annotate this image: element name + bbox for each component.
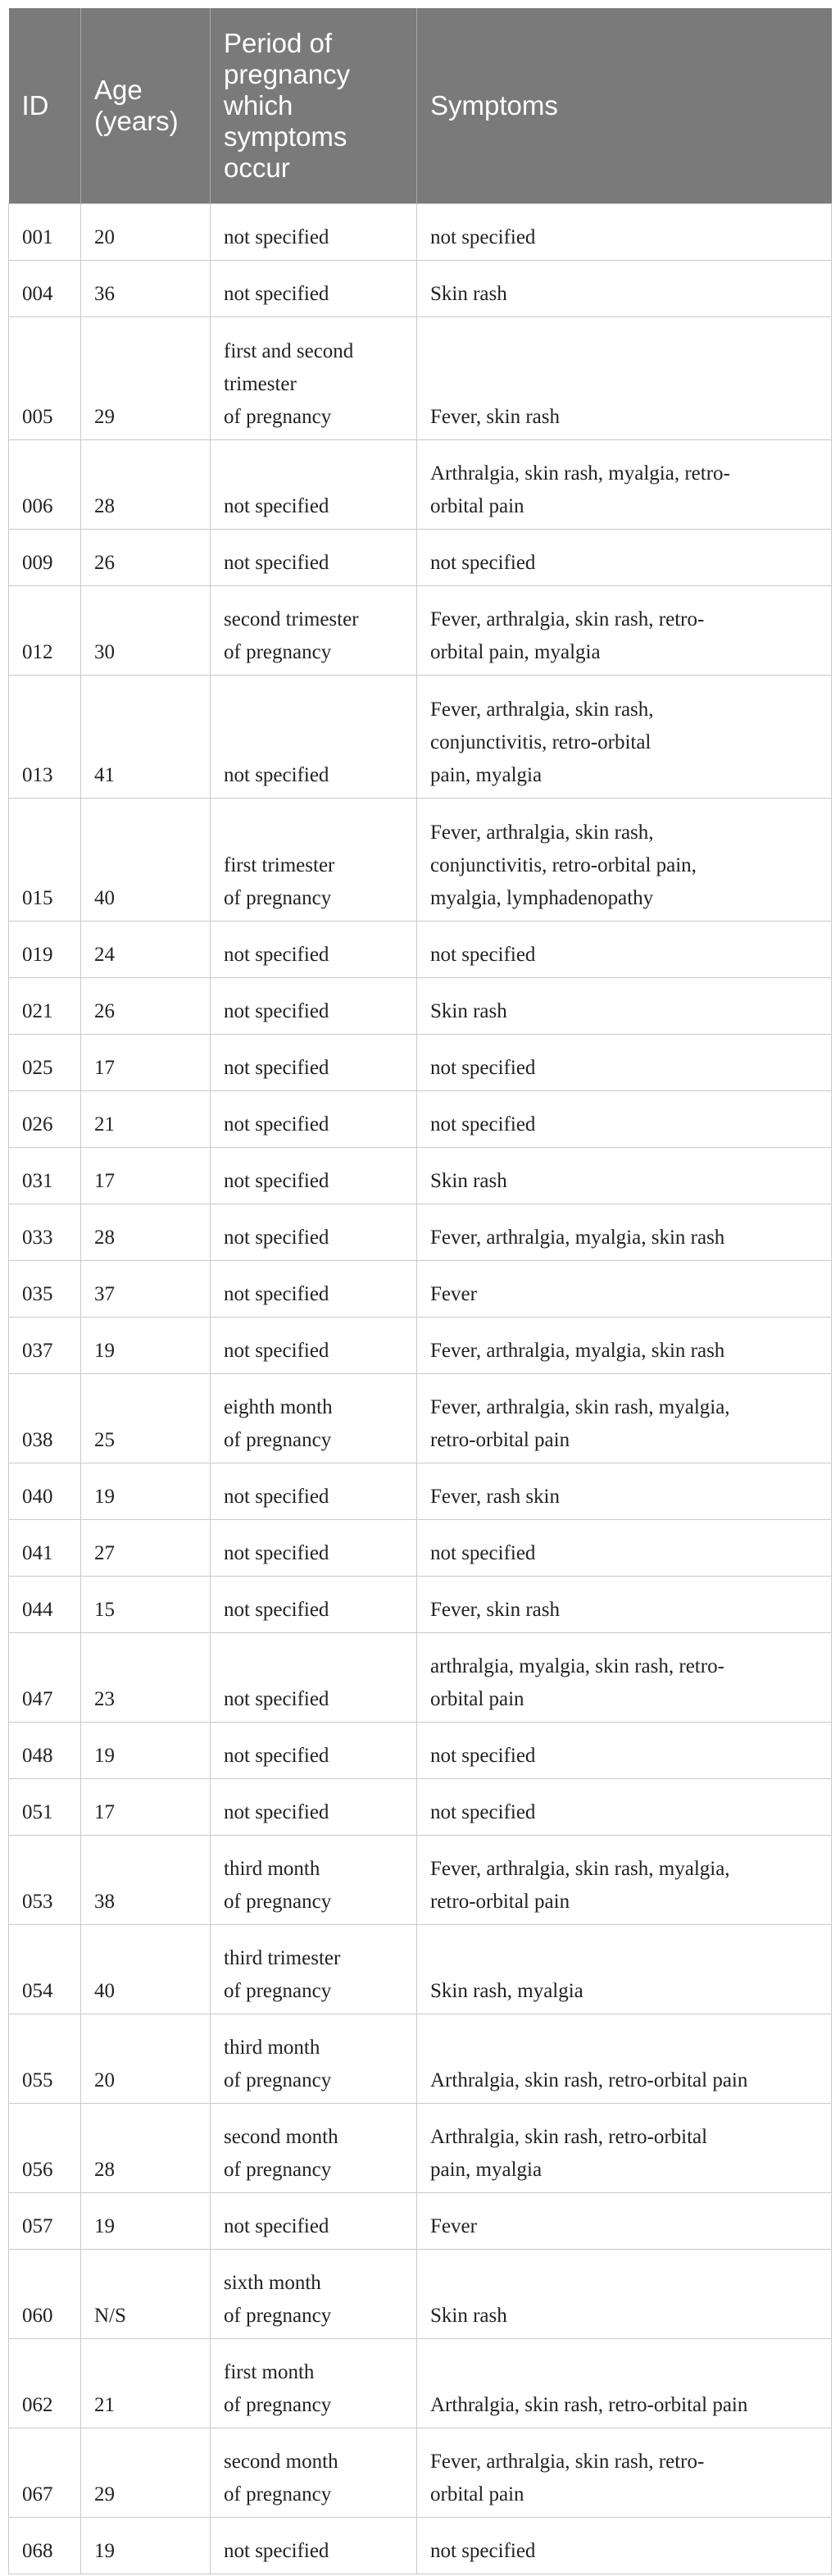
table-header — [9, 8, 832, 204]
cell-age: 26 — [81, 530, 211, 586]
cell-age: 27 — [81, 1520, 211, 1577]
cell-period: not specified — [211, 1633, 417, 1723]
cell-symptoms: Fever, arthralgia, skin rash, retro- orbital pain, myalgia — [417, 586, 832, 676]
cell-id: 044 — [9, 1577, 81, 1633]
table-row — [9, 1633, 832, 1723]
table-row — [9, 1148, 832, 1204]
cell-id: 040 — [9, 1463, 81, 1520]
table-container — [8, 8, 831, 2574]
cell-age: 24 — [81, 922, 211, 978]
cell-id: 056 — [9, 2104, 81, 2193]
cell-id: 062 — [9, 2339, 81, 2428]
cell-period: not specified — [211, 978, 417, 1035]
cell-period: not specified — [211, 922, 417, 978]
cell-symptoms: Fever, arthralgia, skin rash, myalgia, retro-orbital pain — [417, 1836, 832, 1925]
table-row — [9, 261, 832, 317]
cell-id: 012 — [9, 586, 81, 676]
cell-id: 048 — [9, 1723, 81, 1779]
cell-id: 005 — [9, 317, 81, 440]
cell-age: 20 — [81, 2014, 211, 2104]
cell-period: not specified — [211, 1204, 417, 1261]
cell-symptoms: not specified — [417, 922, 832, 978]
cell-period: not specified — [211, 1091, 417, 1148]
table-row — [9, 2104, 832, 2193]
cell-age: 37 — [81, 1261, 211, 1318]
cell-id: 019 — [9, 922, 81, 978]
cell-period: second month of pregnancy — [211, 2428, 417, 2518]
cell-age: 19 — [81, 1318, 211, 1374]
cell-symptoms: Fever, arthralgia, skin rash, retro- orbital pain — [417, 2428, 832, 2518]
cell-symptoms: Fever, arthralgia, skin rash, conjunctivitis, retro-orbital pain, myalgia, lymphadenopathy — [417, 799, 832, 922]
table-row — [9, 2518, 832, 2574]
cell-id: 015 — [9, 799, 81, 922]
table-row — [9, 676, 832, 799]
cell-id: 006 — [9, 440, 81, 530]
table-body — [9, 204, 832, 2574]
cell-period: first month of pregnancy — [211, 2339, 417, 2428]
cell-symptoms: not specified — [417, 204, 832, 261]
table-row — [9, 1035, 832, 1091]
cell-id: 055 — [9, 2014, 81, 2104]
cell-age: 28 — [81, 2104, 211, 2193]
cell-period: not specified — [211, 1520, 417, 1577]
header-row — [9, 8, 832, 204]
cell-symptoms: Skin rash — [417, 1148, 832, 1204]
table-row — [9, 1261, 832, 1318]
cell-age: 17 — [81, 1035, 211, 1091]
cell-period: not specified — [211, 2518, 417, 2574]
table-row — [9, 586, 832, 676]
cell-age: 30 — [81, 586, 211, 676]
cell-id: 001 — [9, 204, 81, 261]
cell-symptoms: Fever, skin rash — [417, 317, 832, 440]
cell-symptoms: not specified — [417, 1779, 832, 1836]
cell-symptoms: not specified — [417, 1091, 832, 1148]
cell-period: not specified — [211, 204, 417, 261]
cell-period: eighth month of pregnancy — [211, 1374, 417, 1463]
cell-period: not specified — [211, 1261, 417, 1318]
cell-period: not specified — [211, 1577, 417, 1633]
cell-period: not specified — [211, 261, 417, 317]
cell-symptoms: Arthralgia, skin rash, retro-orbital pain, myalgia — [417, 2104, 832, 2193]
table-row — [9, 2250, 832, 2339]
cell-period: third month of pregnancy — [211, 2014, 417, 2104]
cell-age: 28 — [81, 1204, 211, 1261]
table-row — [9, 2014, 832, 2104]
table-row — [9, 1836, 832, 1925]
cell-id: 037 — [9, 1318, 81, 1374]
cell-period: not specified — [211, 1723, 417, 1779]
header-age: Age (years) — [81, 8, 211, 204]
cell-age: 21 — [81, 2339, 211, 2428]
cell-symptoms: Skin rash — [417, 2250, 832, 2339]
cell-id: 057 — [9, 2193, 81, 2250]
cell-age: 41 — [81, 676, 211, 799]
cell-period: third trimester of pregnancy — [211, 1925, 417, 2014]
table-row — [9, 1318, 832, 1374]
cell-age: 40 — [81, 1925, 211, 2014]
cell-id: 031 — [9, 1148, 81, 1204]
cell-id: 009 — [9, 530, 81, 586]
cell-symptoms: Skin rash — [417, 978, 832, 1035]
cell-symptoms: not specified — [417, 1035, 832, 1091]
cell-age: 38 — [81, 1836, 211, 1925]
cell-symptoms: Fever — [417, 2193, 832, 2250]
cell-age: 28 — [81, 440, 211, 530]
cell-age: 36 — [81, 261, 211, 317]
cell-symptoms: Fever, arthralgia, skin rash, conjunctivitis, retro-orbital pain, myalgia — [417, 676, 832, 799]
cell-symptoms: Arthralgia, skin rash, myalgia, retro- orbital pain — [417, 440, 832, 530]
table-row — [9, 317, 832, 440]
table-row — [9, 1520, 832, 1577]
cell-symptoms: Fever, arthralgia, skin rash, myalgia, retro-orbital pain — [417, 1374, 832, 1463]
cell-period: sixth month of pregnancy — [211, 2250, 417, 2339]
cell-age: 25 — [81, 1374, 211, 1463]
cell-period: first and second trimester of pregnancy — [211, 317, 417, 440]
cell-id: 068 — [9, 2518, 81, 2574]
cell-id: 054 — [9, 1925, 81, 2014]
cell-symptoms: Fever — [417, 1261, 832, 1318]
cell-age: 17 — [81, 1779, 211, 1836]
cell-age: 29 — [81, 317, 211, 440]
table-row — [9, 1204, 832, 1261]
table-row — [9, 440, 832, 530]
cell-period: not specified — [211, 676, 417, 799]
cell-id: 026 — [9, 1091, 81, 1148]
cell-id: 053 — [9, 1836, 81, 1925]
table-row — [9, 1723, 832, 1779]
cell-symptoms: not specified — [417, 530, 832, 586]
cell-age: 29 — [81, 2428, 211, 2518]
table-row — [9, 2193, 832, 2250]
cell-age: 17 — [81, 1148, 211, 1204]
cell-period: not specified — [211, 1148, 417, 1204]
header-symptoms: Symptoms — [417, 8, 832, 204]
cell-period: not specified — [211, 1035, 417, 1091]
cell-id: 004 — [9, 261, 81, 317]
table-row — [9, 530, 832, 586]
cell-id: 067 — [9, 2428, 81, 2518]
symptoms-table — [8, 8, 832, 2574]
cell-age: 26 — [81, 978, 211, 1035]
cell-id: 047 — [9, 1633, 81, 1723]
header-period: Period of pregnancy which symptoms occur — [211, 8, 417, 204]
table-row — [9, 1091, 832, 1148]
cell-symptoms: Skin rash, myalgia — [417, 1925, 832, 2014]
cell-age: 40 — [81, 799, 211, 922]
cell-symptoms: Fever, skin rash — [417, 1577, 832, 1633]
cell-symptoms: not specified — [417, 1723, 832, 1779]
cell-age: 15 — [81, 1577, 211, 1633]
cell-id: 035 — [9, 1261, 81, 1318]
cell-period: second month of pregnancy — [211, 2104, 417, 2193]
cell-symptoms: Fever, rash skin — [417, 1463, 832, 1520]
cell-symptoms: Arthralgia, skin rash, retro-orbital pain — [417, 2014, 832, 2104]
cell-age: 19 — [81, 1463, 211, 1520]
cell-period: second trimester of pregnancy — [211, 586, 417, 676]
cell-id: 051 — [9, 1779, 81, 1836]
cell-age: 20 — [81, 204, 211, 261]
cell-age: N/S — [81, 2250, 211, 2339]
table-row — [9, 978, 832, 1035]
cell-symptoms: Fever, arthralgia, myalgia, skin rash — [417, 1318, 832, 1374]
cell-symptoms: Arthralgia, skin rash, retro-orbital pain — [417, 2339, 832, 2428]
cell-id: 025 — [9, 1035, 81, 1091]
cell-period: not specified — [211, 440, 417, 530]
cell-age: 19 — [81, 2193, 211, 2250]
cell-symptoms: not specified — [417, 1520, 832, 1577]
table-row — [9, 1463, 832, 1520]
cell-period: third month of pregnancy — [211, 1836, 417, 1925]
cell-age: 19 — [81, 1723, 211, 1779]
cell-id: 060 — [9, 2250, 81, 2339]
table-row — [9, 1374, 832, 1463]
cell-period: first trimester of pregnancy — [211, 799, 417, 922]
cell-age: 19 — [81, 2518, 211, 2574]
header-id: ID — [9, 8, 81, 204]
table-row — [9, 204, 832, 261]
cell-id: 033 — [9, 1204, 81, 1261]
table-row — [9, 2428, 832, 2518]
cell-symptoms: not specified — [417, 2518, 832, 2574]
cell-id: 021 — [9, 978, 81, 1035]
cell-id: 038 — [9, 1374, 81, 1463]
table-row — [9, 1925, 832, 2014]
cell-symptoms: Fever, arthralgia, myalgia, skin rash — [417, 1204, 832, 1261]
cell-age: 23 — [81, 1633, 211, 1723]
table-row — [9, 922, 832, 978]
table-row — [9, 799, 832, 922]
cell-period: not specified — [211, 530, 417, 586]
table-row — [9, 1577, 832, 1633]
cell-period: not specified — [211, 1318, 417, 1374]
cell-id: 041 — [9, 1520, 81, 1577]
table-row — [9, 2339, 832, 2428]
cell-id: 013 — [9, 676, 81, 799]
table-row — [9, 1779, 832, 1836]
cell-symptoms: Skin rash — [417, 261, 832, 317]
cell-symptoms: arthralgia, myalgia, skin rash, retro- orbital pain — [417, 1633, 832, 1723]
cell-age: 21 — [81, 1091, 211, 1148]
cell-period: not specified — [211, 2193, 417, 2250]
cell-period: not specified — [211, 1779, 417, 1836]
cell-period: not specified — [211, 1463, 417, 1520]
